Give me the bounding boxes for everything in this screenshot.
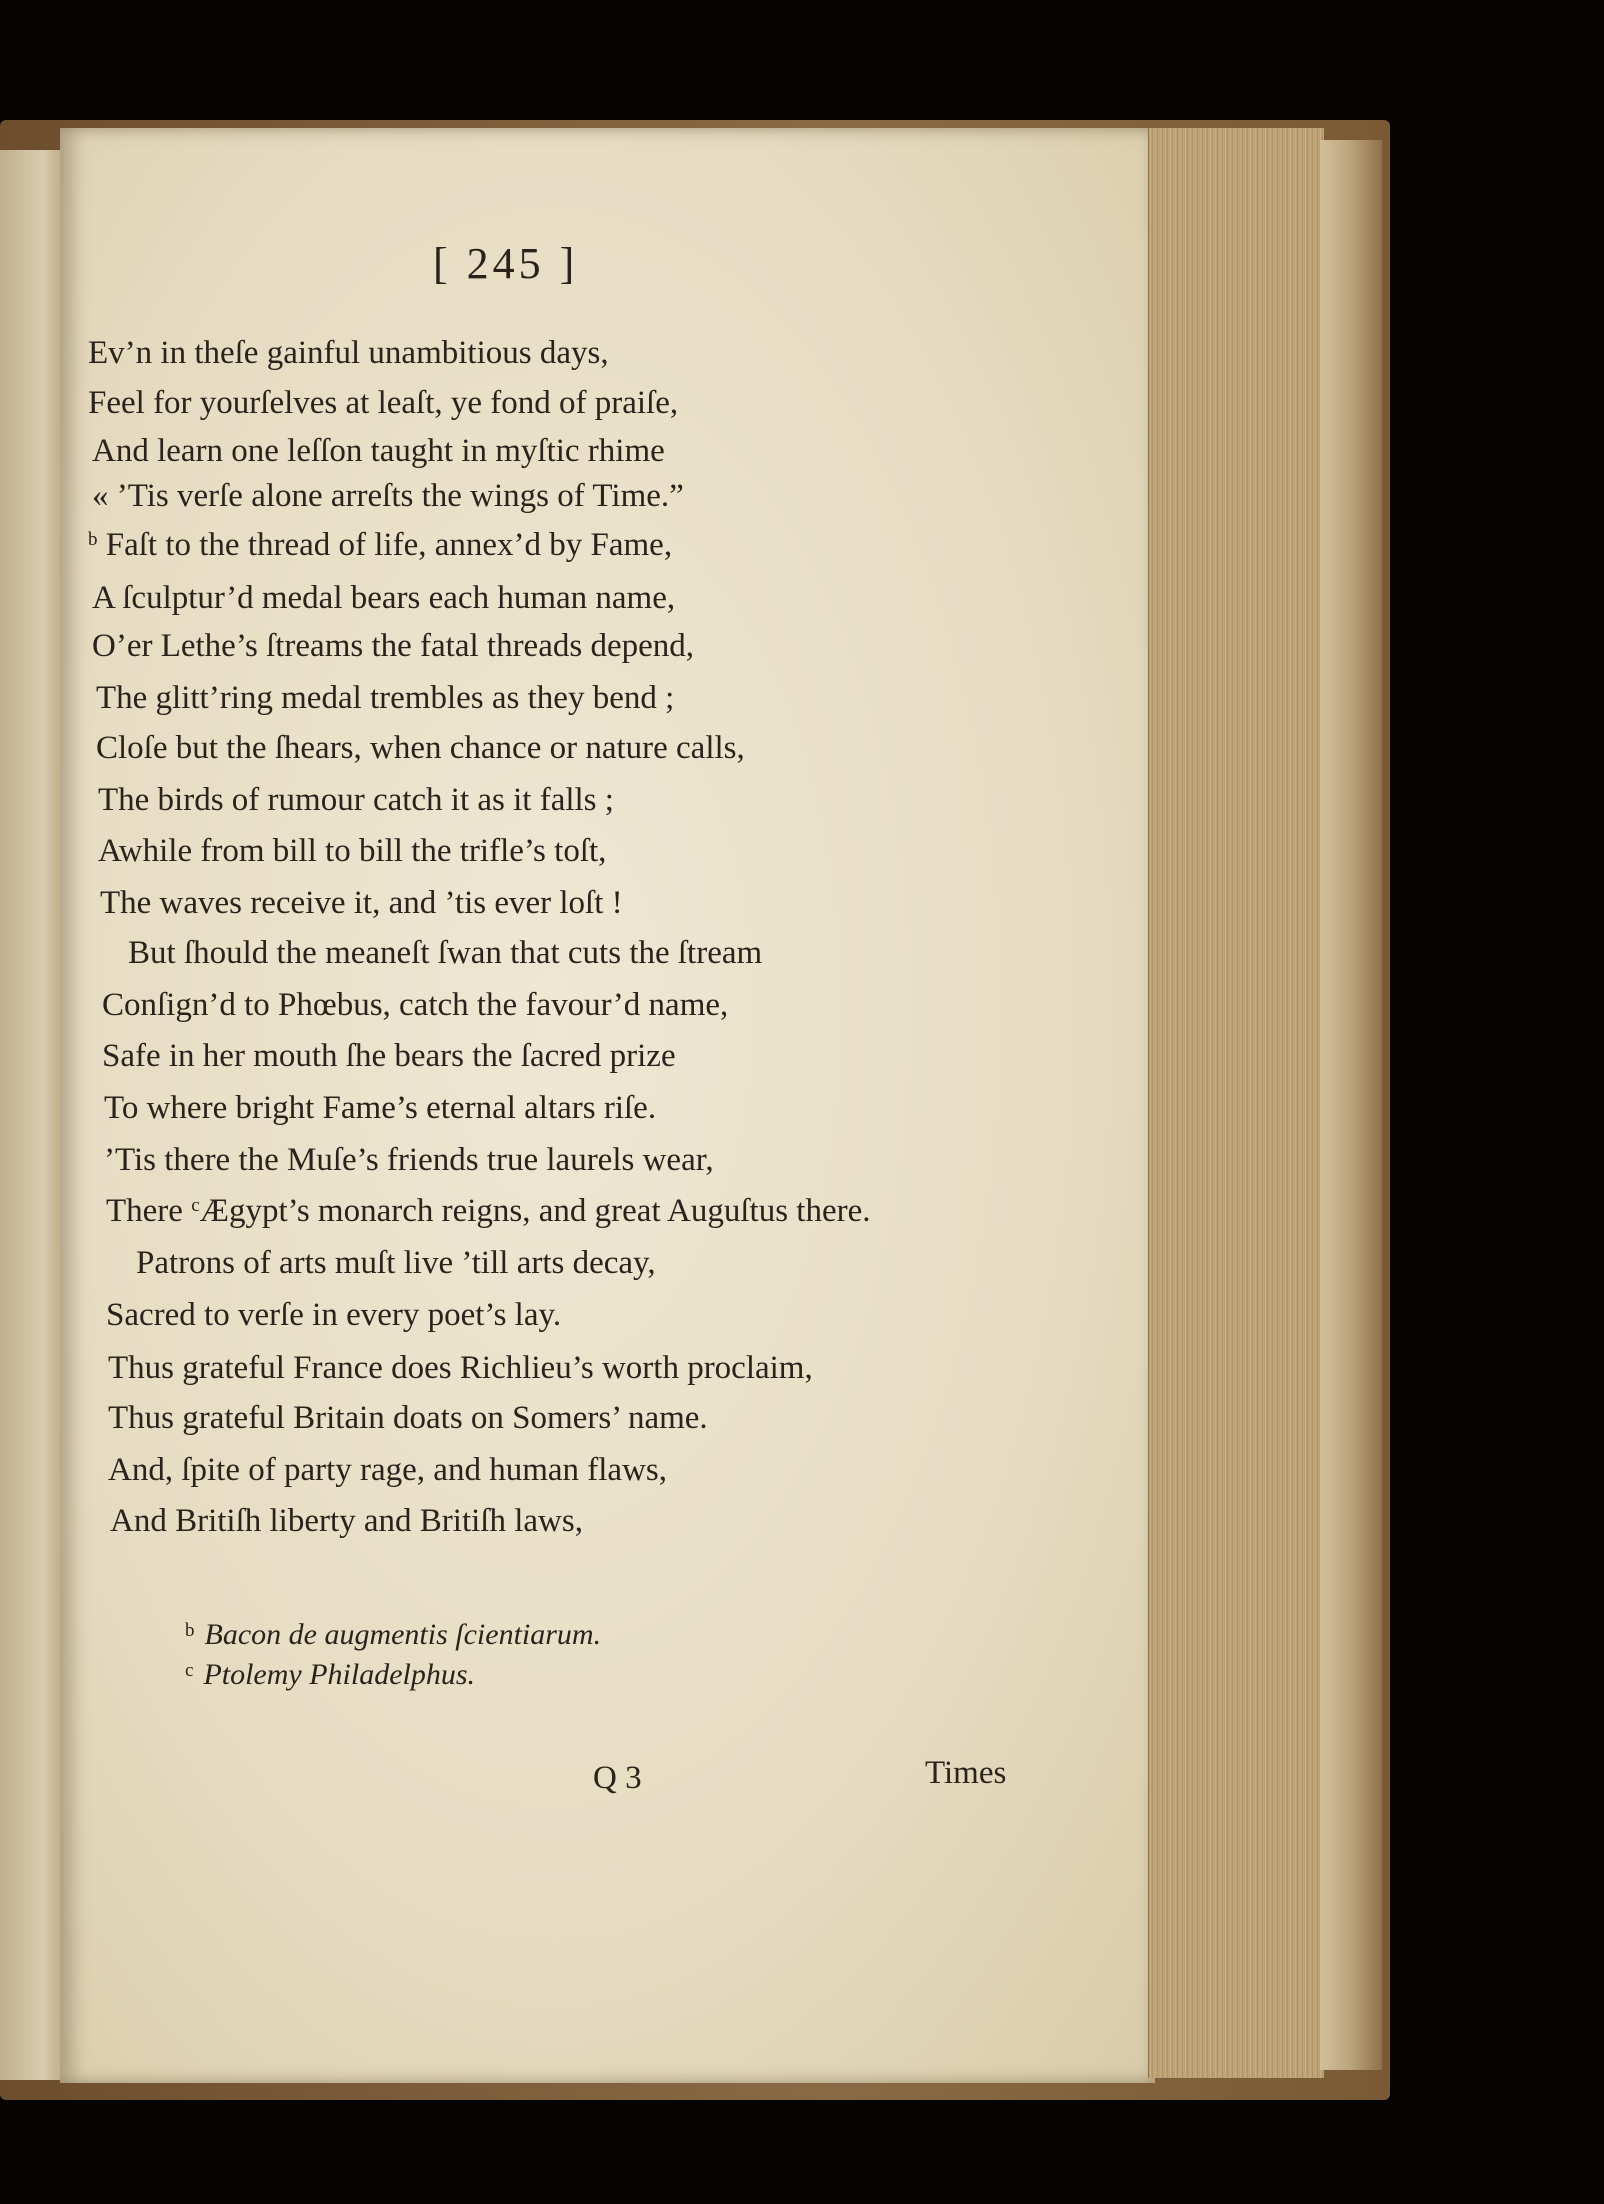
poem-line-ae-ligature: Æ (199, 1193, 229, 1229)
previous-page-edge (0, 150, 62, 2080)
poem-line: The waves receive it, and ’tis ever loſt ! (100, 885, 623, 921)
catchword: Times (925, 1755, 1007, 1791)
poem-line: And Britiſh liberty and Britiſh laws, (110, 1503, 583, 1539)
page-block-edges (1148, 128, 1324, 2078)
poem-line: Conſign’d to Phœbus, catch the favour’d name, (102, 987, 729, 1023)
footnote-marker: b (185, 1620, 195, 1641)
poem-line-with-note (88, 527, 672, 564)
page-number: [ 245 ] (433, 239, 579, 288)
poem-line: Ev’n in theſe gainful unambitious days, (88, 335, 609, 371)
poem-line-with-note (106, 1193, 871, 1230)
poem-line: Safe in her mouth ſhe bears the ſacred prize (102, 1038, 676, 1074)
footnote (185, 1658, 475, 1692)
poem-line: Feel for yourſelves at leaſt, ye fond of praiſe, (88, 385, 679, 421)
footnote-marker: b (88, 529, 98, 550)
poem-line: The glitt’ring medal trembles as they bend ; (96, 680, 675, 716)
poem-line: Awhile from bill to bill the trifle’s toſt, (98, 833, 607, 869)
poem-line-text: Faſt to the thread of life, annex’d by Fame, (105, 527, 673, 563)
poem-line-text-end: gypt’s monarch reigns, and great Auguſtus there. (228, 1193, 871, 1229)
poem-line: Cloſe but the ſhears, when chance or nature calls, (96, 730, 745, 766)
poem-line: Sacred to verſe in every poet’s lay. (106, 1297, 562, 1333)
poem-line: And, ſpite of party rage, and human flaws, (108, 1452, 668, 1488)
footnote-text: Ptolemy Philadelphus. (203, 1658, 476, 1691)
poem-line: A ſculptur’d medal bears each human name, (92, 580, 676, 616)
footnote-marker: c (185, 1660, 194, 1681)
poem-line: Thus grateful Britain doats on Somers’ name. (108, 1400, 708, 1436)
poem-line: Patrons of arts muſt live ’till arts decay, (136, 1245, 656, 1281)
footnote-marker: c (191, 1195, 200, 1216)
footnote (185, 1618, 601, 1652)
poem-line: O’er Lethe’s ſtreams the fatal threads depend, (92, 628, 694, 664)
poem-line-text-start: There (106, 1193, 183, 1229)
poem-line: « ’Tis verſe alone arreſts the wings of Time.” (92, 478, 684, 514)
poem-line: ’Tis there the Muſe’s friends true laurels wear, (104, 1142, 714, 1178)
poem-line: But ſhould the meaneſt ſwan that cuts the ſtream (128, 935, 763, 971)
signature-mark: Q 3 (593, 1760, 642, 1796)
poem-line: Thus grateful France does Richlieu’s worth proclaim, (108, 1350, 813, 1386)
poem-line: To where bright Fame’s eternal altars riſe. (104, 1090, 657, 1126)
poem-line: The birds of rumour catch it as it falls ; (98, 782, 614, 818)
cover-board-edge (1320, 140, 1382, 2070)
poem-line: And learn one leſſon taught in myſtic rhime (92, 433, 665, 469)
footnote-text: Bacon de augmentis ſcientiarum. (204, 1618, 602, 1651)
